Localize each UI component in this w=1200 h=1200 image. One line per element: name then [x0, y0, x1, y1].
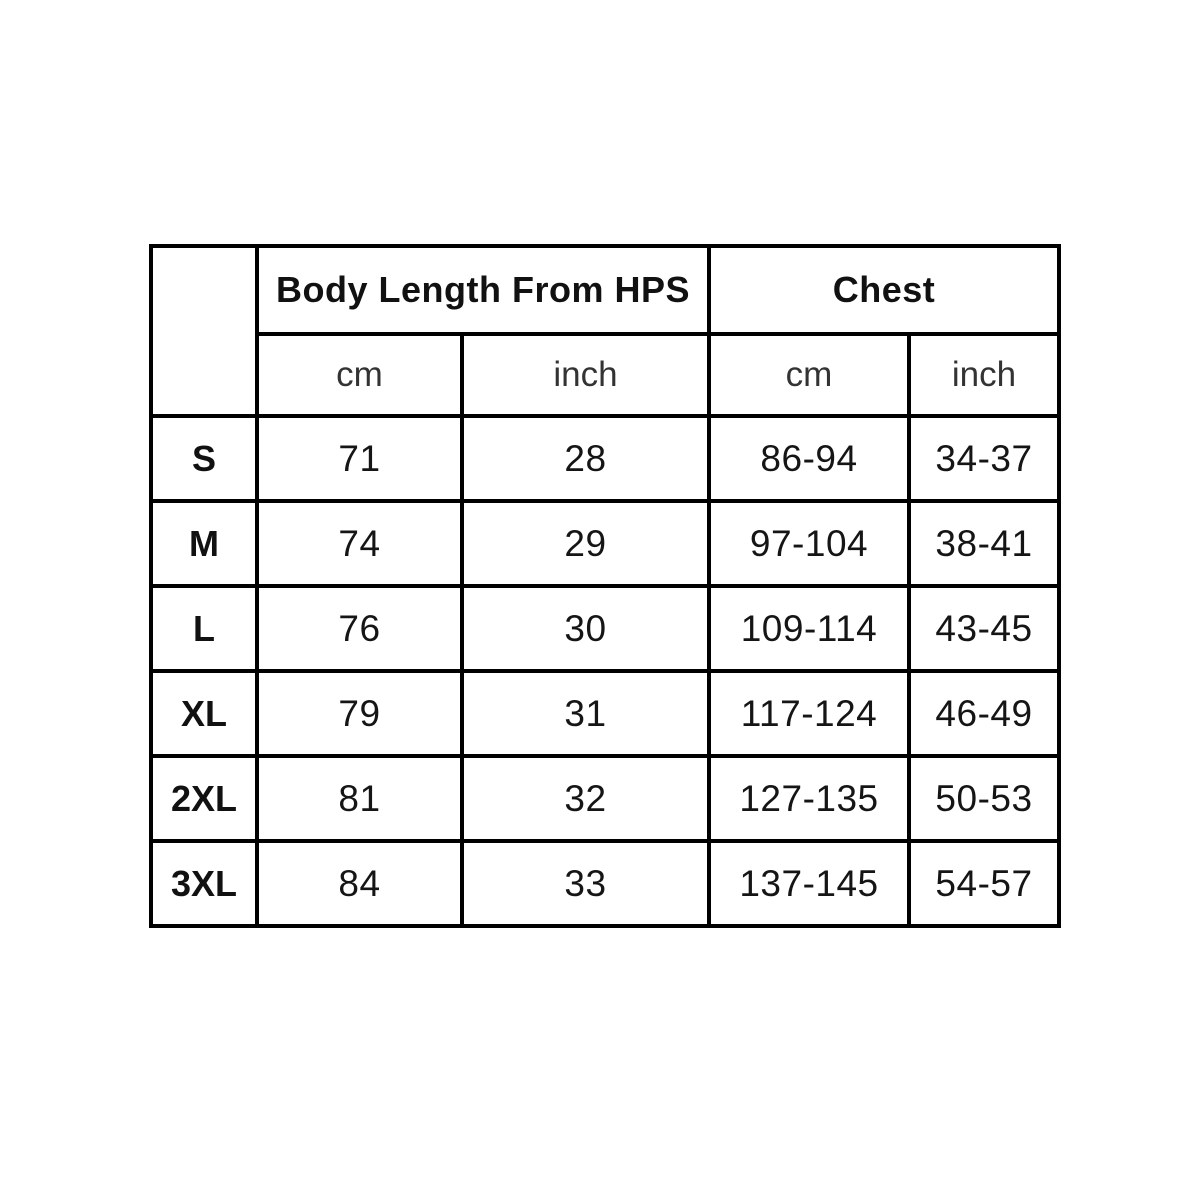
unit-header-body-inch: inch [462, 334, 709, 416]
body-length-cm-value: 84 [257, 841, 462, 926]
body-length-inch-value: 33 [462, 841, 709, 926]
table-row-l [151, 586, 1059, 671]
chest-inch-value: 34-37 [909, 416, 1059, 501]
chest-cm-value: 86-94 [709, 416, 909, 501]
unit-header-row [151, 334, 1059, 416]
body-length-cm-value: 79 [257, 671, 462, 756]
table-row-xl [151, 671, 1059, 756]
body-length-cm-value: 81 [257, 756, 462, 841]
chest-cm-value: 127-135 [709, 756, 909, 841]
body-length-cm-value: 76 [257, 586, 462, 671]
chest-inch-value: 46-49 [909, 671, 1059, 756]
body-length-cm-value: 71 [257, 416, 462, 501]
column-group-chest: Chest [709, 246, 1059, 334]
unit-header-body-cm: cm [257, 334, 462, 416]
body-length-inch-value: 31 [462, 671, 709, 756]
body-length-cm-value: 74 [257, 501, 462, 586]
unit-header-chest-inch: inch [909, 334, 1059, 416]
body-length-inch-value: 29 [462, 501, 709, 586]
size-label: M [151, 501, 257, 586]
table-row-3xl [151, 841, 1059, 926]
corner-blank-cell [151, 246, 257, 416]
size-label: L [151, 586, 257, 671]
size-label: S [151, 416, 257, 501]
group-header-row [151, 246, 1059, 334]
size-label: 3XL [151, 841, 257, 926]
table-row-m [151, 501, 1059, 586]
body-length-inch-value: 30 [462, 586, 709, 671]
size-label: XL [151, 671, 257, 756]
chest-cm-value: 109-114 [709, 586, 909, 671]
chest-inch-value: 54-57 [909, 841, 1059, 926]
chest-cm-value: 137-145 [709, 841, 909, 926]
unit-header-chest-cm: cm [709, 334, 909, 416]
body-length-inch-value: 32 [462, 756, 709, 841]
chest-inch-value: 38-41 [909, 501, 1059, 586]
chest-inch-value: 50-53 [909, 756, 1059, 841]
chest-cm-value: 117-124 [709, 671, 909, 756]
size-chart-table [149, 244, 1061, 928]
column-group-body-length: Body Length From HPS [257, 246, 709, 334]
chest-inch-value: 43-45 [909, 586, 1059, 671]
table-row-2xl [151, 756, 1059, 841]
table-row-s [151, 416, 1059, 501]
size-label: 2XL [151, 756, 257, 841]
chest-cm-value: 97-104 [709, 501, 909, 586]
body-length-inch-value: 28 [462, 416, 709, 501]
